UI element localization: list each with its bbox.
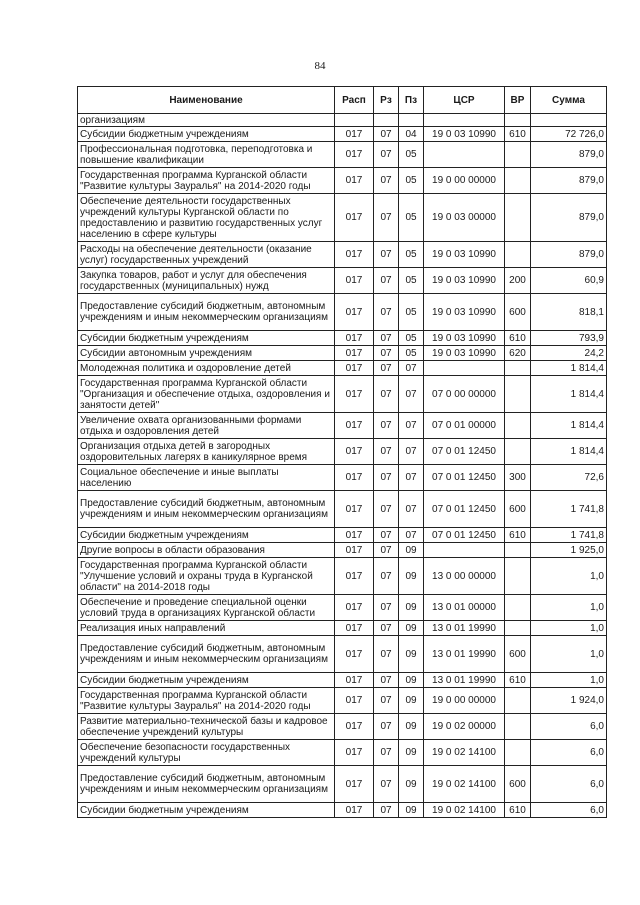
cell-sum: 24,2 <box>531 346 607 361</box>
cell-name: Субсидии бюджетным учреждениям <box>78 331 335 346</box>
cell-sum: 1,0 <box>531 636 607 673</box>
cell-name: Увеличение охвата организованными формами отдыха и оздоровления детей <box>78 413 335 439</box>
header-vr: ВР <box>505 87 531 114</box>
cell-name: Субсидии бюджетным учреждениям <box>78 528 335 543</box>
cell-name: Социальное обеспечение и иные выплаты населению <box>78 465 335 491</box>
cell-rasp: 017 <box>335 528 374 543</box>
cell-name: Профессиональная подготовка, переподготовка и повышение квалификации <box>78 142 335 168</box>
cell-csr: 19 0 02 14100 <box>424 740 505 766</box>
table-row <box>78 413 607 439</box>
cell-name: организациям <box>78 114 335 127</box>
cell-csr: 19 0 03 10990 <box>424 268 505 294</box>
cell-rasp: 017 <box>335 543 374 558</box>
cell-rasp: 017 <box>335 242 374 268</box>
cell-vr: 200 <box>505 268 531 294</box>
cell-vr <box>505 376 531 413</box>
cell-csr: 07 0 01 12450 <box>424 465 505 491</box>
cell-rz: 07 <box>374 491 399 528</box>
table-row <box>78 168 607 194</box>
cell-pz: 05 <box>399 331 424 346</box>
cell-sum: 793,9 <box>531 331 607 346</box>
cell-vr <box>505 194 531 242</box>
cell-sum: 72 726,0 <box>531 127 607 142</box>
table-row <box>78 465 607 491</box>
table-row <box>78 346 607 361</box>
header-csr: ЦСР <box>424 87 505 114</box>
table-row <box>78 803 607 818</box>
cell-pz: 07 <box>399 528 424 543</box>
cell-csr: 19 0 02 00000 <box>424 714 505 740</box>
cell-rasp: 017 <box>335 142 374 168</box>
cell-rz: 07 <box>374 740 399 766</box>
table-row <box>78 688 607 714</box>
table-row <box>78 558 607 595</box>
cell-rz: 07 <box>374 465 399 491</box>
cell-pz: 07 <box>399 491 424 528</box>
cell-rasp: 017 <box>335 376 374 413</box>
cell-rasp: 017 <box>335 688 374 714</box>
cell-pz: 09 <box>399 673 424 688</box>
cell-pz: 09 <box>399 636 424 673</box>
cell-rz: 07 <box>374 636 399 673</box>
cell-vr <box>505 242 531 268</box>
cell-rz: 07 <box>374 194 399 242</box>
table-header-row <box>78 87 607 114</box>
cell-pz: 09 <box>399 558 424 595</box>
cell-csr: 07 0 00 00000 <box>424 376 505 413</box>
cell-sum: 1 924,0 <box>531 688 607 714</box>
cell-pz: 09 <box>399 543 424 558</box>
cell-name: Закупка товаров, работ и услуг для обеспечения государственных (муниципальных) нужд <box>78 268 335 294</box>
cell-rasp: 017 <box>335 636 374 673</box>
cell-csr <box>424 543 505 558</box>
cell-rasp: 017 <box>335 558 374 595</box>
table-row <box>78 714 607 740</box>
cell-csr: 19 0 03 10990 <box>424 242 505 268</box>
cell-rz: 07 <box>374 127 399 142</box>
cell-rasp: 017 <box>335 439 374 465</box>
cell-csr: 07 0 01 12450 <box>424 491 505 528</box>
table-row <box>78 242 607 268</box>
cell-sum: 1,0 <box>531 621 607 636</box>
header-rz: Рз <box>374 87 399 114</box>
cell-pz: 07 <box>399 439 424 465</box>
cell-rasp: 017 <box>335 294 374 331</box>
cell-csr: 13 0 01 19990 <box>424 673 505 688</box>
cell-vr <box>505 621 531 636</box>
cell-name: Государственная программа Курганской области "Улучшение условий и охраны труда в Курганской области" на 2014-2018 годы <box>78 558 335 595</box>
cell-name: Обеспечение и проведение специальной оценки условий труда в организациях Курганской области <box>78 595 335 621</box>
cell-vr <box>505 714 531 740</box>
cell-csr: 19 0 03 10990 <box>424 127 505 142</box>
cell-sum: 1 741,8 <box>531 528 607 543</box>
cell-csr: 13 0 01 00000 <box>424 595 505 621</box>
cell-csr: 19 0 00 00000 <box>424 168 505 194</box>
cell-sum: 1 925,0 <box>531 543 607 558</box>
table-row <box>78 621 607 636</box>
cell-vr: 600 <box>505 766 531 803</box>
cell-sum: 6,0 <box>531 714 607 740</box>
cell-sum: 1,0 <box>531 558 607 595</box>
cell-rz: 07 <box>374 673 399 688</box>
table-body <box>78 114 607 818</box>
cell-sum: 1 814,4 <box>531 439 607 465</box>
cell-rz: 07 <box>374 361 399 376</box>
header-name: Наименование <box>78 87 335 114</box>
cell-vr <box>505 361 531 376</box>
cell-sum: 1 814,4 <box>531 376 607 413</box>
table-row <box>78 636 607 673</box>
header-pz: Пз <box>399 87 424 114</box>
cell-name: Предоставление субсидий бюджетным, автономным учреждениям и иным некоммерческим организациям <box>78 636 335 673</box>
cell-rz: 07 <box>374 688 399 714</box>
cell-rz: 07 <box>374 803 399 818</box>
cell-sum: 879,0 <box>531 142 607 168</box>
cell-rz: 07 <box>374 168 399 194</box>
cell-rasp: 017 <box>335 803 374 818</box>
cell-csr: 19 0 02 14100 <box>424 803 505 818</box>
cell-vr: 610 <box>505 673 531 688</box>
page-number: 84 <box>314 60 326 72</box>
cell-rasp: 017 <box>335 673 374 688</box>
cell-pz: 09 <box>399 740 424 766</box>
cell-csr: 13 0 01 19990 <box>424 636 505 673</box>
cell-vr: 620 <box>505 346 531 361</box>
table-row <box>78 294 607 331</box>
cell-pz: 09 <box>399 595 424 621</box>
cell-rz: 07 <box>374 766 399 803</box>
cell-name: Другие вопросы в области образования <box>78 543 335 558</box>
cell-csr <box>424 114 505 127</box>
table-row <box>78 268 607 294</box>
cell-rasp: 017 <box>335 766 374 803</box>
cell-vr: 610 <box>505 127 531 142</box>
cell-vr <box>505 558 531 595</box>
cell-rasp: 017 <box>335 127 374 142</box>
cell-vr <box>505 688 531 714</box>
cell-pz: 05 <box>399 346 424 361</box>
cell-csr: 07 0 01 12450 <box>424 439 505 465</box>
cell-vr: 610 <box>505 528 531 543</box>
cell-sum <box>531 114 607 127</box>
cell-vr <box>505 413 531 439</box>
cell-sum: 1 814,4 <box>531 413 607 439</box>
cell-name: Обеспечение деятельности государственных учреждений культуры Курганской области по предоставлению и развитию государственных услуг населению в сфере культуры <box>78 194 335 242</box>
cell-rz: 07 <box>374 331 399 346</box>
cell-sum: 6,0 <box>531 740 607 766</box>
cell-pz: 04 <box>399 127 424 142</box>
cell-csr: 07 0 01 12450 <box>424 528 505 543</box>
cell-pz: 05 <box>399 168 424 194</box>
cell-pz: 05 <box>399 194 424 242</box>
cell-rz: 07 <box>374 242 399 268</box>
cell-pz: 09 <box>399 621 424 636</box>
cell-csr: 07 0 01 00000 <box>424 413 505 439</box>
cell-pz: 05 <box>399 268 424 294</box>
table-row <box>78 142 607 168</box>
cell-vr <box>505 142 531 168</box>
table-row <box>78 127 607 142</box>
cell-name: Субсидии бюджетным учреждениям <box>78 803 335 818</box>
cell-vr <box>505 439 531 465</box>
table-row <box>78 528 607 543</box>
cell-rasp: 017 <box>335 491 374 528</box>
cell-sum: 1,0 <box>531 595 607 621</box>
cell-rz: 07 <box>374 543 399 558</box>
cell-pz: 07 <box>399 413 424 439</box>
cell-rasp: 017 <box>335 413 374 439</box>
cell-pz: 07 <box>399 376 424 413</box>
cell-name: Предоставление субсидий бюджетным, автономным учреждениям и иным некоммерческим организациям <box>78 766 335 803</box>
cell-sum: 6,0 <box>531 803 607 818</box>
cell-name: Субсидии бюджетным учреждениям <box>78 673 335 688</box>
cell-pz: 09 <box>399 714 424 740</box>
cell-name: Обеспечение безопасности государственных учреждений культуры <box>78 740 335 766</box>
cell-rasp <box>335 114 374 127</box>
cell-name: Субсидии бюджетным учреждениям <box>78 127 335 142</box>
cell-sum: 6,0 <box>531 766 607 803</box>
cell-csr <box>424 142 505 168</box>
cell-pz: 05 <box>399 294 424 331</box>
cell-rasp: 017 <box>335 331 374 346</box>
cell-csr: 19 0 03 10990 <box>424 294 505 331</box>
cell-vr: 600 <box>505 636 531 673</box>
cell-csr: 13 0 00 00000 <box>424 558 505 595</box>
table-row <box>78 766 607 803</box>
cell-rz: 07 <box>374 294 399 331</box>
cell-vr <box>505 543 531 558</box>
table-row <box>78 543 607 558</box>
cell-rz: 07 <box>374 413 399 439</box>
cell-vr <box>505 740 531 766</box>
cell-name: Предоставление субсидий бюджетным, автономным учреждениям и иным некоммерческим организациям <box>78 294 335 331</box>
cell-vr: 600 <box>505 294 531 331</box>
cell-sum: 879,0 <box>531 194 607 242</box>
cell-pz: 09 <box>399 803 424 818</box>
cell-rasp: 017 <box>335 595 374 621</box>
cell-rz: 07 <box>374 376 399 413</box>
budget-table <box>77 86 607 818</box>
cell-rasp: 017 <box>335 194 374 242</box>
cell-name: Государственная программа Курганской области "Развитие культуры Зауралья" на 2014-2020 годы <box>78 168 335 194</box>
cell-sum: 1 741,8 <box>531 491 607 528</box>
cell-pz: 05 <box>399 242 424 268</box>
cell-rasp: 017 <box>335 346 374 361</box>
cell-rz: 07 <box>374 621 399 636</box>
table-row <box>78 595 607 621</box>
cell-vr <box>505 114 531 127</box>
cell-rz: 07 <box>374 268 399 294</box>
cell-csr: 19 0 00 00000 <box>424 688 505 714</box>
cell-sum: 72,6 <box>531 465 607 491</box>
table-row <box>78 194 607 242</box>
cell-name: Расходы на обеспечение деятельности (оказание услуг) государственных учреждений <box>78 242 335 268</box>
cell-rz: 07 <box>374 528 399 543</box>
cell-pz: 07 <box>399 465 424 491</box>
cell-rz: 07 <box>374 714 399 740</box>
cell-pz: 09 <box>399 688 424 714</box>
cell-sum: 818,1 <box>531 294 607 331</box>
cell-name: Государственная программа Курганской области "Организация и обеспечение отдыха, оздоровления и занятости детей" <box>78 376 335 413</box>
table-row <box>78 673 607 688</box>
cell-csr: 19 0 03 10990 <box>424 331 505 346</box>
cell-csr: 19 0 03 00000 <box>424 194 505 242</box>
table-row <box>78 361 607 376</box>
cell-pz: 07 <box>399 361 424 376</box>
cell-rasp: 017 <box>335 268 374 294</box>
cell-csr: 19 0 03 10990 <box>424 346 505 361</box>
cell-sum: 879,0 <box>531 168 607 194</box>
cell-name: Молодежная политика и оздоровление детей <box>78 361 335 376</box>
table-row <box>78 376 607 413</box>
table-row <box>78 114 607 127</box>
cell-csr <box>424 361 505 376</box>
cell-csr: 19 0 02 14100 <box>424 766 505 803</box>
cell-csr: 13 0 01 19990 <box>424 621 505 636</box>
cell-vr: 610 <box>505 331 531 346</box>
cell-vr: 610 <box>505 803 531 818</box>
cell-name: Реализация иных направлений <box>78 621 335 636</box>
cell-name: Предоставление субсидий бюджетным, автономным учреждениям и иным некоммерческим организациям <box>78 491 335 528</box>
cell-name: Организация отдыха детей в загородных оздоровительных лагерях в каникулярное время <box>78 439 335 465</box>
table-row <box>78 439 607 465</box>
cell-rasp: 017 <box>335 168 374 194</box>
cell-sum: 1 814,4 <box>531 361 607 376</box>
cell-rasp: 017 <box>335 361 374 376</box>
cell-rz: 07 <box>374 142 399 168</box>
cell-vr: 300 <box>505 465 531 491</box>
cell-pz: 09 <box>399 766 424 803</box>
cell-rz: 07 <box>374 558 399 595</box>
header-sum: Сумма <box>531 87 607 114</box>
cell-rz: 07 <box>374 439 399 465</box>
cell-rasp: 017 <box>335 740 374 766</box>
cell-vr <box>505 168 531 194</box>
table-row <box>78 331 607 346</box>
cell-sum: 879,0 <box>531 242 607 268</box>
cell-name: Государственная программа Курганской области "Развитие культуры Зауралья" на 2014-2020 годы <box>78 688 335 714</box>
cell-sum: 1,0 <box>531 673 607 688</box>
cell-vr: 600 <box>505 491 531 528</box>
cell-vr <box>505 595 531 621</box>
cell-rz: 07 <box>374 595 399 621</box>
cell-pz: 05 <box>399 142 424 168</box>
cell-rasp: 017 <box>335 465 374 491</box>
table-row <box>78 740 607 766</box>
cell-rasp: 017 <box>335 621 374 636</box>
cell-rasp: 017 <box>335 714 374 740</box>
header-rasp: Расп <box>335 87 374 114</box>
cell-name: Развитие материально-технической базы и кадровое обеспечение учреждений культуры <box>78 714 335 740</box>
cell-rz: 07 <box>374 346 399 361</box>
cell-name: Субсидии автономным учреждениям <box>78 346 335 361</box>
cell-sum: 60,9 <box>531 268 607 294</box>
cell-rz <box>374 114 399 127</box>
cell-pz <box>399 114 424 127</box>
table-row <box>78 491 607 528</box>
